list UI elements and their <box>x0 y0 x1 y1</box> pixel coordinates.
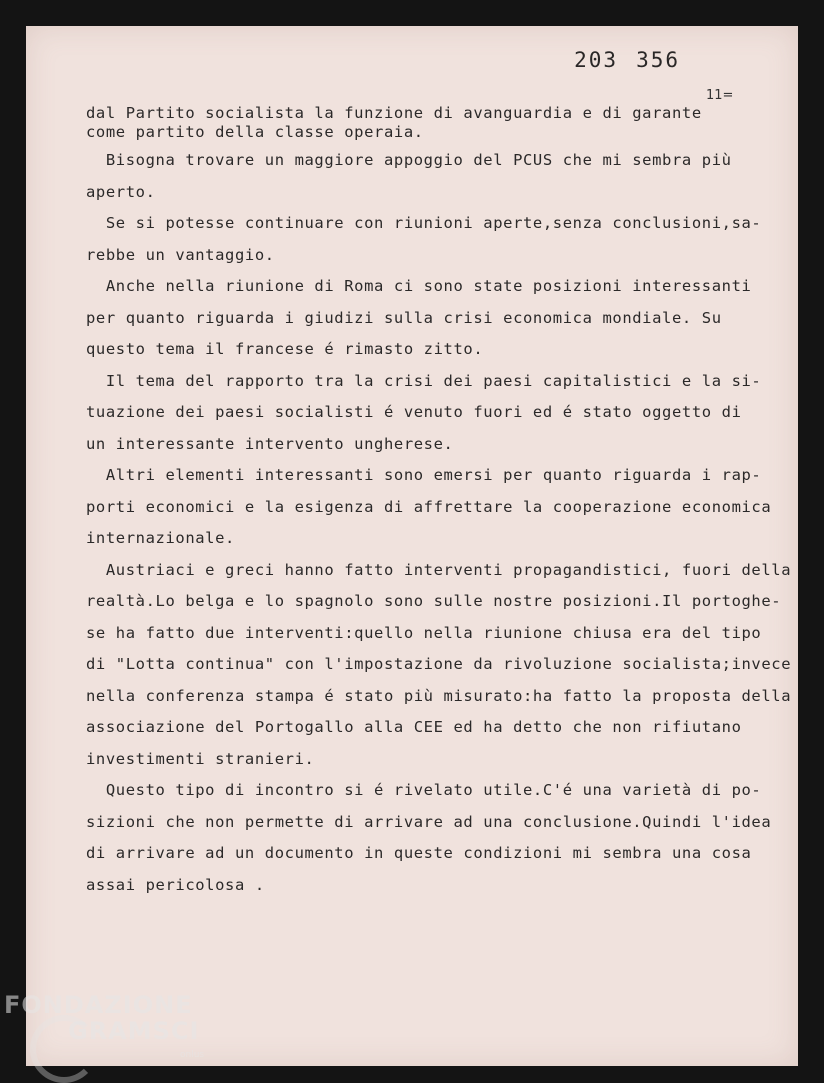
archive-number-2: 356 <box>636 48 680 72</box>
typed-text-body <box>86 104 792 901</box>
text-line: Bisogna trovare un maggiore appoggio del PCUS che mi sembra più <box>86 151 732 169</box>
text-line: associazione del Portogallo alla CEE ed ha detto che non rifiutano <box>86 718 742 736</box>
text-line: nella conferenza stampa é stato più misurato:ha fatto la proposta della <box>86 686 792 705</box>
text-line: Questo tipo di incontro si é rivelato utile.C'é una varietà di po- <box>86 781 762 799</box>
text-line: un interessante intervento ungherese. <box>86 434 454 453</box>
text-line: Il tema del rapporto tra la crisi dei paesi capitalistici e la si- <box>86 371 762 390</box>
text-line: se ha fatto due interventi:quello nella riunione chiusa era del tipo <box>86 623 762 642</box>
text-line: Se si potesse continuare con riunioni aperte,senza conclusioni,sa- <box>86 214 762 232</box>
page-number: 11= <box>706 88 734 103</box>
text-line: come partito della classe operaia. <box>86 123 424 141</box>
text-line: dal Partito socialista la funzione di avanguardia e di garante <box>86 104 702 122</box>
text-line: aperto. <box>86 182 156 201</box>
archive-number <box>556 48 680 72</box>
text-line: Austriaci e greci hanno fatto interventi propagandistici, fuori della <box>86 560 792 579</box>
text-line: assai pericolosa . <box>86 875 265 894</box>
archive-number-1: 203 <box>574 48 619 72</box>
text-line: questo tema il francese é rimasto zitto. <box>86 340 484 358</box>
text-line: investimenti stranieri. <box>86 749 315 768</box>
text-line: internazionale. <box>86 529 235 547</box>
text-line: realtà.Lo belga e lo spagnolo sono sulle nostre posizioni.Il portoghe- <box>86 592 782 610</box>
text-line: di arrivare ad un documento in queste condizioni mi sembra una cosa <box>86 844 752 862</box>
watermark-line-1: FONDAZIONE <box>4 991 193 1019</box>
watermark-logo <box>4 991 205 1060</box>
text-line: di "Lotta continua" con l'impostazione da rivoluzione socialista;invece <box>86 655 792 673</box>
text-line: tuazione dei paesi socialisti é venuto fuori ed é stato oggetto di <box>86 403 742 421</box>
text-line: rebbe un vantaggio. <box>86 245 275 264</box>
text-line: sizioni che non permette di arrivare ad una conclusione.Quindi l'idea <box>86 812 772 831</box>
watermark-line-2: GRAMSCI <box>68 1017 200 1045</box>
text-line: Anche nella riunione di Roma ci sono state posizioni interessanti <box>86 277 752 295</box>
text-line: Altri elementi interessanti sono emersi per quanto riguarda i rap- <box>86 466 762 484</box>
watermark-line-3: onlus <box>180 1050 205 1060</box>
text-line: per quanto riguarda i giudizi sulla crisi economica mondiale. Su <box>86 308 722 327</box>
text-line: porti economici e la esigenza di affrettare la cooperazione economica <box>86 497 772 516</box>
